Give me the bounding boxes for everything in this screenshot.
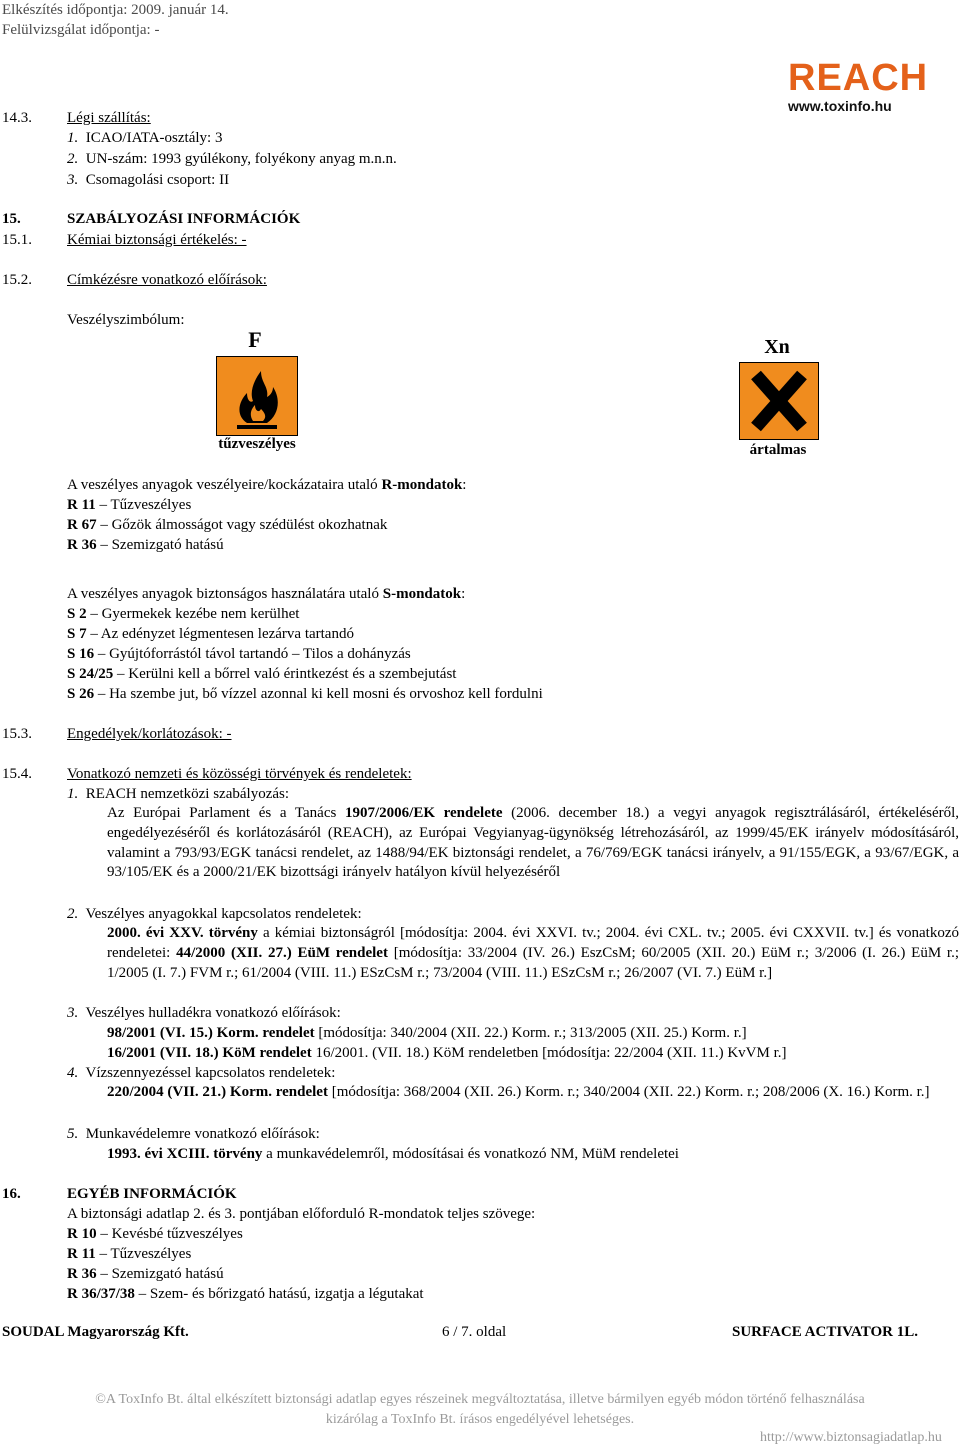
law-body: 220/2004 (VII. 21.) Korm. rendelet [módosítja: 368/2004 (XII. 26.) Korm. r.; 340/2004 (XII. 22.) Korm. r.; 208/2006 (X. 16.) Korm. r.]: [107, 1084, 930, 1100]
s-phrases-intro: A veszélyes anyagok biztonságos használatára utaló S-mondatok:: [67, 586, 466, 602]
flammable-symbol: [216, 356, 298, 436]
s-phrase: S 7 – Az edényzet légmentesen lezárva tartandó: [67, 626, 354, 642]
r-phrase: R 67 – Gőzök álmosságot vagy szédülést okozhatnak: [67, 517, 388, 533]
law-body: Az Európai Parlament és a Tanács 1907/2006/EK rendelete (2006. december 18.) a vegyi anyagok regisztrálásáról, értékeléséről, engedélyezéséről és korlátozásáról (REACH), az Európai Vegyianyag-ügynökség létrehozásáról, az 1999/45/EK irányelv módosításáról, valamint a 793/93/EGK tanácsi rendelet, az 1488/94/EK biztonsági rendelet, a 76/769/EGK tanácsi irányelv, a 91/155/EGK, a 93/67/EGK, a 93/105/EK és a 2000/21/EK bizottsági irányelv hatályon kívül helyezéséről: [107, 805, 960, 881]
s-phrase: S 16 – Gyújtóforrástól távol tartandó – Tilos a dohányzás: [67, 646, 411, 662]
section-15-3-title: Engedélyek/korlátozások: -: [67, 726, 232, 742]
review-date: Felülvizsgálat időpontja: -: [2, 22, 160, 38]
law-heading: 1. REACH nemzetközi szabályozás:: [67, 786, 290, 802]
section-15-4-title: Vonatkozó nemzeti és közösségi törvények és rendeletek:: [67, 766, 412, 782]
footer-page-number: 6 / 7. oldal: [442, 1324, 507, 1340]
hazard-symbol-label: Veszélyszimbólum:: [67, 312, 185, 328]
r-phrase: R 36/37/38 – Szem- és bőrizgató hatású, izgatja a légutakat: [67, 1286, 424, 1302]
law-body: 1993. évi XCIII. törvény a munkavédelemről, módosításai és vonatkozó NM, MüM rendeletei: [107, 1146, 679, 1162]
section-15-2-number: 15.2.: [2, 272, 32, 288]
footer-product: SURFACE ACTIVATOR 1L.: [732, 1324, 919, 1340]
r-phrase: R 11 – Tűzveszélyes: [67, 1246, 192, 1262]
section-15-1-number: 15.1.: [2, 232, 32, 248]
flammable-letter: F: [248, 327, 262, 352]
law-heading: 4. Vízszennyezéssel kapcsolatos rendeletek:: [67, 1065, 336, 1081]
section-16-title: EGYÉB INFORMÁCIÓK: [67, 1186, 237, 1202]
s-phrase: S 2 – Gyermekek kezébe nem kerülhet: [67, 606, 300, 622]
law-body: 98/2001 (VI. 15.) Korm. rendelet [módosítja: 340/2004 (XII. 22.) Korm. r.; 313/2005 (XII. 25.) Korm. r.]: [107, 1025, 747, 1041]
s-phrase: S 26 – Ha szembe jut, bő vízzel azonnal ki kell mosni és orvoshoz kell fordulni: [67, 686, 543, 702]
copyright-notice: ©A ToxInfo Bt. által elkészített biztonsági adatlap egyes részeinek megváltoztatása, illetve bármilyen egyéb módon történő felhasználása: [95, 1392, 865, 1407]
list-item: 3. Csomagolási csoport: II: [67, 172, 230, 188]
harmful-letter: Xn: [764, 336, 790, 358]
section-15-4-number: 15.4.: [2, 766, 32, 782]
section-14-3-number: 14.3.: [2, 110, 32, 126]
footer-website: http://www.biztonsagiadatlap.hu: [760, 1430, 942, 1445]
r-phrase: R 36 – Szemizgató hatású: [67, 537, 224, 553]
footer-company: SOUDAL Magyarország Kft.: [2, 1324, 189, 1340]
section-15-number: 15.: [2, 211, 21, 227]
law-heading: 5. Munkavédelemre vonatkozó előírások:: [67, 1126, 320, 1142]
flame-icon: [217, 357, 297, 435]
cross-icon: [740, 363, 818, 439]
law-heading: 3. Veszélyes hulladékra vonatkozó előírások:: [67, 1005, 341, 1021]
section-16-intro: A biztonsági adatlap 2. és 3. pontjában előforduló R-mondatok teljes szövege:: [67, 1206, 536, 1222]
prepared-date: Elkészítés időpontja: 2009. január 14.: [2, 2, 229, 18]
section-16-number: 16.: [2, 1186, 21, 1202]
section-15-2-title: Címkézésre vonatkozó előírások:: [67, 272, 267, 288]
section-15-title: SZABÁLYOZÁSI INFORMÁCIÓK: [67, 211, 301, 227]
section-15-3-number: 15.3.: [2, 726, 32, 742]
s-phrase: S 24/25 – Kerülni kell a bőrrel való érintkezést és a szembejutást: [67, 666, 457, 682]
section-14-3-title: Légi szállítás:: [67, 110, 151, 126]
flammable-caption: tűzveszélyes: [218, 436, 296, 452]
law-heading: 2. Veszélyes anyagokkal kapcsolatos rendeletek:: [67, 906, 362, 922]
list-item: 2. UN-szám: 1993 gyúlékony, folyékony anyag m.n.n.: [67, 151, 397, 167]
law-body: 2000. évi XXV. törvény a kémiai biztonságról [módosítja: 2004. évi XXVI. tv.; 2004. évi CXL. tv.; 2005. évi CXXVII. tv.] és vonatkozó rendeletei: 44/2000 (XII. 27.) EüM rendelet [módosítja: 33/2004 (IV. 26.) EszCsM; 60/2005 (XII. 20.) EüM r.; 3/2006 (I. 26.) EüM r.; 1/2005 (I. 7.) FVM r.; 61/2004 (VIII. 11.) ESzCsM r.; 73/2004 (VIII. 11.) ESzCsM r.; 26/2007 (VI. 7.) EüM r.]: [107, 925, 960, 981]
harmful-caption: ártalmas: [749, 442, 807, 458]
law-body: 16/2001 (VII. 18.) KöM rendelet 16/2001. (VII. 18.) KöM rendeletben [módosítja: 22/2004 (XII. 11.) KvVM r.]: [107, 1045, 787, 1061]
reach-logo: [788, 58, 960, 114]
r-phrase: R 10 – Kevésbé tűzveszélyes: [67, 1226, 243, 1242]
reach-logo-text: REACH: [788, 57, 929, 99]
copyright-notice-2: kizárólag a ToxInfo Bt. írásos engedélyével lehetséges.: [325, 1412, 635, 1427]
harmful-symbol: [739, 362, 819, 440]
section-15-1-title: Kémiai biztonsági értékelés: -: [67, 232, 247, 248]
reach-logo-url: www.toxinfo.hu: [788, 98, 892, 114]
r-phrase: R 36 – Szemizgató hatású: [67, 1266, 224, 1282]
list-item: 1. ICAO/IATA-osztály: 3: [67, 130, 223, 146]
r-phrase: R 11 – Tűzveszélyes: [67, 497, 192, 513]
r-phrases-intro: A veszélyes anyagok veszélyeire/kockázataira utaló R-mondatok:: [67, 477, 467, 493]
